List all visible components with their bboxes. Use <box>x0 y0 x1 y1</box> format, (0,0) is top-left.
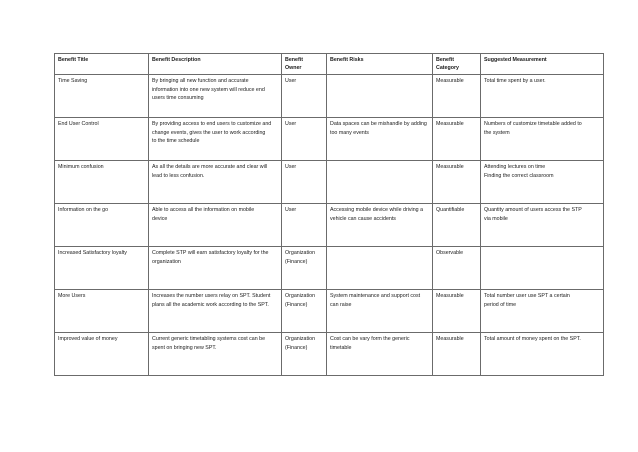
cell-benefit-category <box>433 161 481 204</box>
cell-text: Measurable <box>436 78 464 85</box>
header-text: Benefit <box>285 57 303 63</box>
cell-text: Total time spent by a user. <box>484 78 546 85</box>
cell-text: Total amount of money spent on the SPT. <box>484 336 581 343</box>
cell-text: Organization <box>285 250 316 257</box>
table-row <box>55 333 604 376</box>
cell-text: Quantity amount of users access the STP <box>484 207 582 214</box>
cell-text: organization <box>152 258 181 265</box>
cell-text: As all the details are more accurate and clear will <box>152 164 268 171</box>
cell-benefit-title <box>55 333 149 376</box>
cell-text: By providing access to end users to customize and <box>152 121 272 128</box>
cell-benefit-category <box>433 247 481 290</box>
cell-text: to the time schedule <box>152 137 200 144</box>
cell-suggested-measurement <box>481 118 604 161</box>
cell-text: Total number user use SPT a certain <box>484 293 570 300</box>
cell-text: via mobile <box>484 215 508 222</box>
cell-suggested-measurement <box>481 204 604 247</box>
cell-benefit-risks <box>327 161 433 204</box>
cell-benefit-category <box>433 118 481 161</box>
table-row <box>55 118 604 161</box>
cell-text: Information on the go <box>58 207 109 214</box>
cell-benefit-risks <box>327 118 433 161</box>
header-text: Suggested Measurement <box>484 57 547 63</box>
header-text: Benefit Description <box>152 57 201 63</box>
header-benefit-category <box>433 54 481 75</box>
cell-text: Numbers of customize timetable added to <box>484 121 582 128</box>
cell-text: vehicle can cause accidents <box>330 215 396 222</box>
cell-text: Complete STP will earn satisfactory loyalty for the <box>152 250 269 257</box>
cell-text: information into one new system will reduce end <box>152 86 265 93</box>
cell-benefit-risks <box>327 333 433 376</box>
cell-benefit-risks <box>327 75 433 118</box>
cell-text: Minimum confusion <box>58 164 104 171</box>
header-suggested-measurement <box>481 54 604 75</box>
cell-text: End User Control <box>58 121 99 128</box>
cell-text: device <box>152 215 168 222</box>
table-row <box>55 75 604 118</box>
cell-text: Measurable <box>436 121 464 128</box>
cell-benefit-owner <box>282 118 327 161</box>
cell-text: Increased Satisfactory loyalty <box>58 250 127 257</box>
header-benefit-risks <box>327 54 433 75</box>
cell-benefit-owner <box>282 333 327 376</box>
cell-text: More Users <box>58 293 86 300</box>
cell-text: Improved value of money <box>58 336 118 343</box>
cell-benefit-owner <box>282 75 327 118</box>
cell-benefit-title <box>55 290 149 333</box>
cell-benefit-category <box>433 204 481 247</box>
cell-text: change events, gives the user to work according <box>152 129 266 136</box>
table-header-row <box>55 54 604 75</box>
cell-benefit-description <box>149 75 282 118</box>
cell-benefit-title <box>55 75 149 118</box>
cell-suggested-measurement <box>481 161 604 204</box>
cell-text: (Finance) <box>285 301 308 308</box>
cell-text: spent on bringing new SPT. <box>152 344 217 351</box>
cell-text: Measurable <box>436 336 464 343</box>
cell-text: Time Saving <box>58 78 88 85</box>
cell-text: can raise <box>330 301 352 308</box>
cell-text: Quantifiable <box>436 207 465 214</box>
cell-benefit-owner <box>282 161 327 204</box>
table-body <box>55 75 604 376</box>
cell-text: too many events <box>330 129 369 136</box>
cell-text: Current generic timetabling systems cost can be <box>152 336 266 343</box>
cell-benefit-description <box>149 118 282 161</box>
benefits-table <box>54 53 604 376</box>
cell-suggested-measurement <box>481 75 604 118</box>
cell-benefit-description <box>149 247 282 290</box>
cell-benefit-owner <box>282 204 327 247</box>
header-benefit-owner <box>282 54 327 75</box>
cell-text: (Finance) <box>285 258 308 265</box>
cell-text: Organization <box>285 336 316 343</box>
cell-benefit-category <box>433 290 481 333</box>
header-text: Category <box>436 65 459 72</box>
cell-text: Measurable <box>436 164 464 171</box>
cell-text: User <box>285 207 297 214</box>
cell-text: Data spaces can be mishandle by adding <box>330 121 427 128</box>
cell-benefit-owner <box>282 290 327 333</box>
cell-text: the system <box>484 129 510 136</box>
cell-benefit-title <box>55 204 149 247</box>
header-text: Benefit Title <box>58 57 89 63</box>
cell-benefit-category <box>433 333 481 376</box>
cell-benefit-title <box>55 161 149 204</box>
cell-text: Able to access all the information on mobile <box>152 207 255 214</box>
cell-benefit-category <box>433 75 481 118</box>
cell-text: Increases the number users relay on SPT. Student <box>152 293 271 300</box>
table-row <box>55 247 604 290</box>
cell-text: Cost can be vary form the generic <box>330 336 410 343</box>
table-row <box>55 204 604 247</box>
cell-text: Attending lectures on time <box>484 164 546 171</box>
table-row <box>55 161 604 204</box>
cell-text: Organization <box>285 293 316 300</box>
cell-benefit-owner <box>282 247 327 290</box>
cell-benefit-description <box>149 204 282 247</box>
cell-suggested-measurement <box>481 333 604 376</box>
cell-text: User <box>285 121 297 128</box>
cell-text: Measurable <box>436 293 464 300</box>
cell-benefit-risks <box>327 290 433 333</box>
cell-text: Finding the correct classroom <box>484 172 554 179</box>
header-text: Benefit <box>436 57 454 63</box>
header-benefit-title <box>55 54 149 75</box>
header-text: Benefit Risks <box>330 57 364 63</box>
cell-text: period of time <box>484 301 517 308</box>
cell-benefit-risks <box>327 247 433 290</box>
cell-suggested-measurement <box>481 247 604 290</box>
cell-benefit-description <box>149 333 282 376</box>
header-text: Owner <box>285 65 302 72</box>
cell-text: lead to less confusion. <box>152 172 205 179</box>
cell-text: timetable <box>330 344 352 351</box>
table-row <box>55 290 604 333</box>
cell-suggested-measurement <box>481 290 604 333</box>
cell-text: By bringing all new function and accurate <box>152 78 249 85</box>
cell-text: (Finance) <box>285 344 308 351</box>
header-benefit-description <box>149 54 282 75</box>
cell-text: User <box>285 164 297 171</box>
cell-text: User <box>285 78 297 85</box>
cell-benefit-title <box>55 118 149 161</box>
cell-text: System maintenance and support cost <box>330 293 421 300</box>
cell-benefit-description <box>149 161 282 204</box>
cell-benefit-risks <box>327 204 433 247</box>
cell-benefit-title <box>55 247 149 290</box>
cell-benefit-description <box>149 290 282 333</box>
cell-text: plans all the academic work according to the SPT. <box>152 301 269 308</box>
cell-text: users time consuming <box>152 94 204 101</box>
cell-text: Accessing mobile device while driving a <box>330 207 424 214</box>
cell-text: Observable <box>436 250 464 257</box>
